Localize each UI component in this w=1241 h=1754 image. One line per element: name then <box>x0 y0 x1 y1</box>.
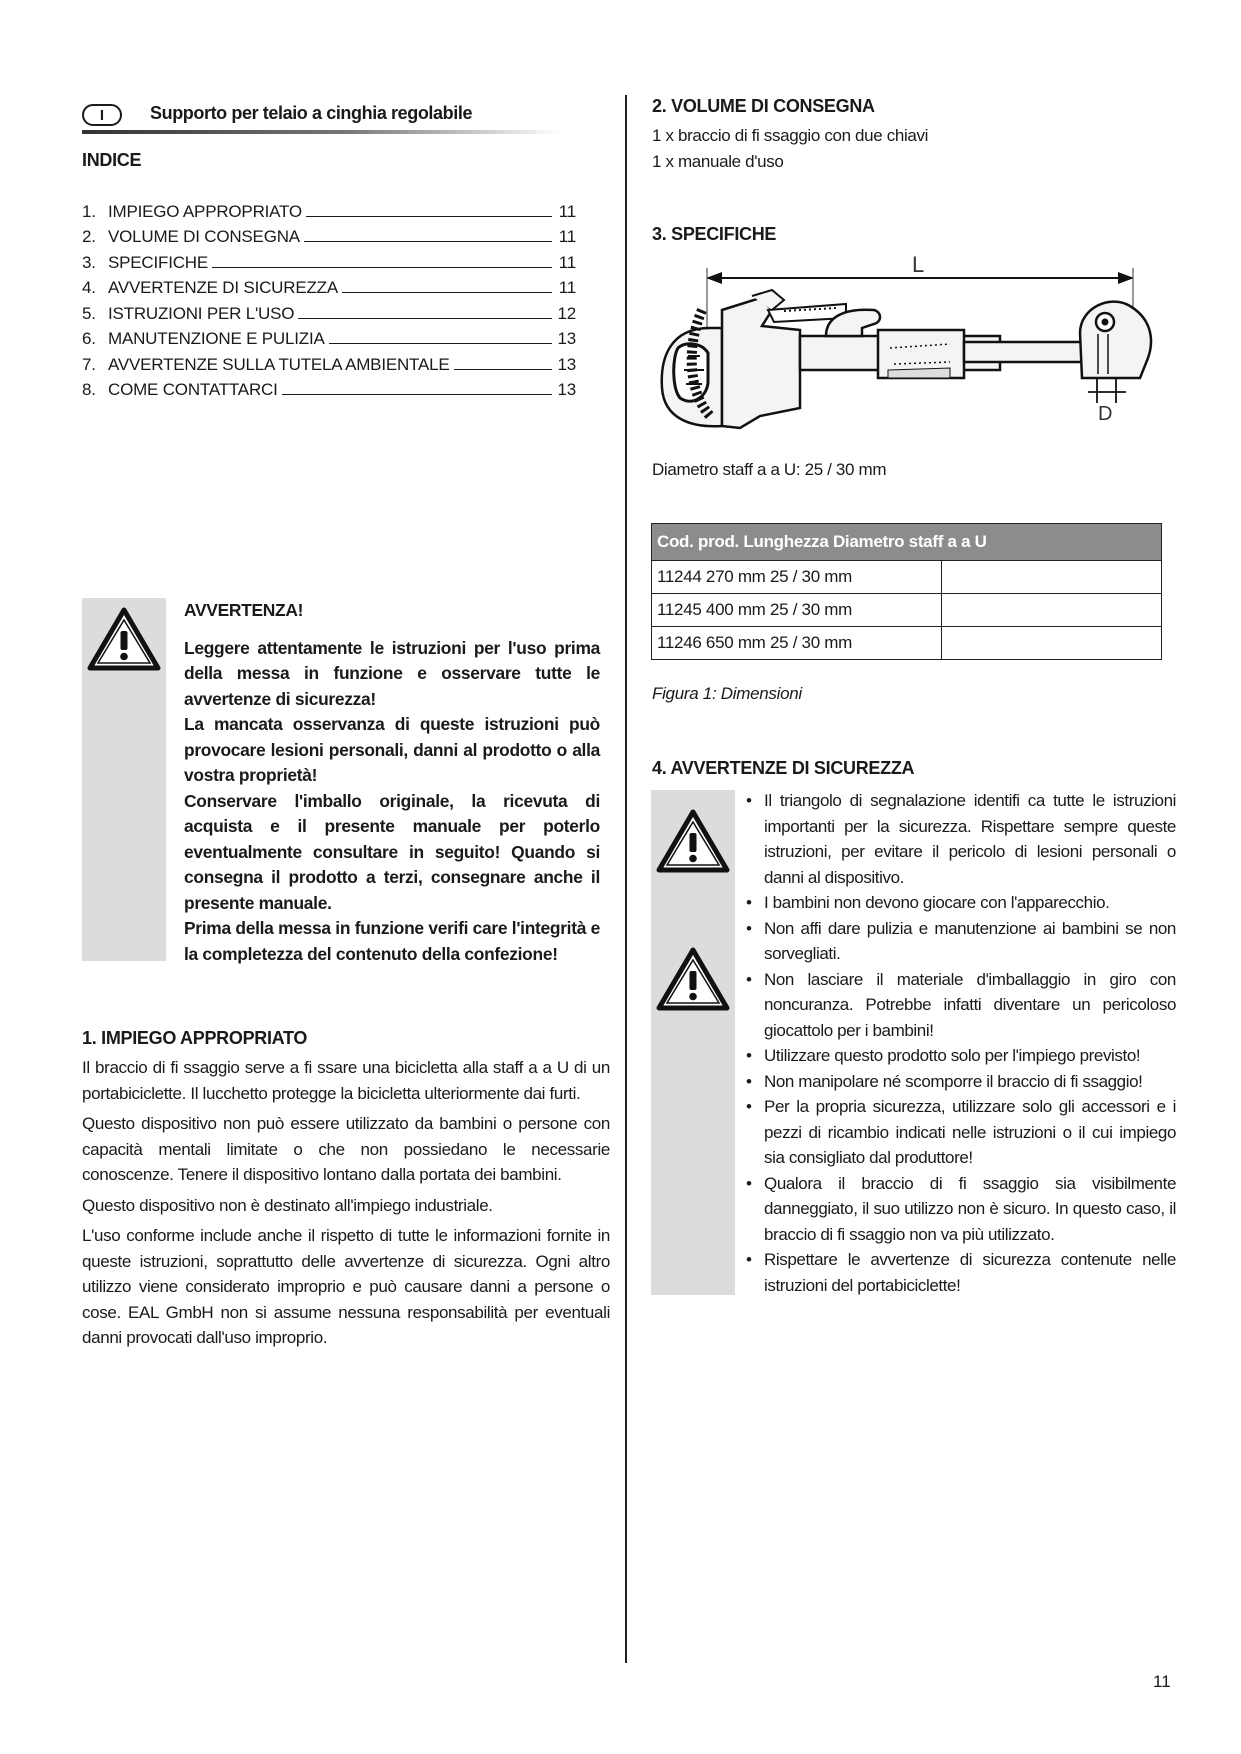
warning-triangle-icon <box>651 800 735 884</box>
safety-item: • Utilizzare questo prodotto solo per l'impiego previsto! <box>746 1043 1176 1069</box>
toc-page: 13 <box>557 329 576 348</box>
toc-row[interactable] <box>82 349 576 375</box>
toc-label: COME CONTATTARCI <box>108 380 278 399</box>
warning-paragraph: Leggere attentamente le istruzioni per l'uso prima della messa in funzione e osservare tutte le avvertenze di sicurezza! <box>184 637 600 709</box>
toc-num: 6. <box>82 329 96 348</box>
safety-item: • Non lasciare il materiale d'imballaggio in giro con noncuranza. Potrebbe infatti diventare un pericoloso giocattolo per i bambini! <box>746 967 1176 1044</box>
toc-label: SPECIFICHE <box>108 252 209 272</box>
toc-num: 3. <box>82 252 96 272</box>
table-cell: 11244 270 mm 25 / 30 mm <box>652 561 942 594</box>
toc-num: 4. <box>82 278 96 297</box>
toc-leader <box>212 267 552 268</box>
table-header-row <box>652 524 1162 561</box>
section-2-body <box>652 123 928 174</box>
diameter-note: Diametro staff a a U: 25 / 30 mm <box>652 460 887 479</box>
section-2-heading: 2. VOLUME DI CONSEGNA <box>652 96 875 116</box>
toc-label: MANUTENZIONE E PULIZIA <box>108 329 325 348</box>
section-1-heading: 1. IMPIEGO APPROPRIATO <box>82 1028 308 1048</box>
warning-paragraph: La mancata osservanza di queste istruzioni può provocare lesioni personali, danni al prodotto o alla vostra proprietà! <box>184 714 600 785</box>
figure-caption: Figura 1: Dimensioni <box>652 684 802 703</box>
table-cell-empty <box>942 627 1162 660</box>
language-badge: I <box>82 104 122 126</box>
table-cell-empty <box>942 594 1162 627</box>
section-1-paragraph: Il braccio di fi ssaggio serve a fi ssare una bicicletta alla staff a a U di un portabiciclette. Il lucchetto protegge la bicicletta ulteriormente dai furti. <box>82 1058 610 1103</box>
toc-heading: INDICE <box>82 150 142 170</box>
table-of-contents <box>82 196 576 400</box>
table-row <box>652 561 1162 594</box>
warning-text <box>184 598 600 967</box>
toc-num: 2. <box>82 227 96 246</box>
toc-label: IMPIEGO APPROPRIATO <box>108 201 302 221</box>
section-1-paragraph: Questo dispositivo non è destinato all'impiego industriale. <box>82 1195 493 1215</box>
table-row <box>652 627 1162 660</box>
specs-table <box>651 523 1162 660</box>
toc-page: 11 <box>558 227 576 246</box>
title-underline <box>82 130 562 134</box>
fixing-arm-drawing <box>650 238 1180 468</box>
safety-item: • Rispettare le avvertenze di sicurezza contenute nelle istruzioni del portabiciclette! <box>746 1247 1176 1298</box>
safety-item: • I bambini non devono giocare con l'apparecchio. <box>746 890 1176 916</box>
safety-item: • Non affi dare pulizia e manutenzione ai bambini se non sorvegliati. <box>746 916 1176 967</box>
safety-item: • Il triangolo di segnalazione identifi ca tutte le istruzioni importanti per la sicurezza. Rispettare sempre queste istruzioni, per evitare il pericolo di lesioni personali o danni al dispositivo. <box>746 788 1176 890</box>
section-1-body <box>82 1055 610 1356</box>
toc-row[interactable] <box>82 273 576 299</box>
table-row <box>652 594 1162 627</box>
column-divider <box>625 95 627 1663</box>
page-number: 11 <box>1153 1672 1171 1691</box>
warning-sidebar <box>82 598 166 961</box>
toc-row[interactable] <box>82 298 576 324</box>
safety-sidebar <box>651 790 735 1295</box>
toc-page: 13 <box>557 354 576 374</box>
toc-page: 12 <box>557 303 576 323</box>
warning-triangle-icon <box>651 938 735 1022</box>
table-cell: 11245 400 mm 25 / 30 mm <box>652 594 942 627</box>
toc-num: 8. <box>82 380 96 399</box>
toc-page: 13 <box>557 380 576 399</box>
safety-item: • Qualora il braccio di fi ssaggio sia visibilmente danneggiato, il suo utilizzo non è sicuro. In questo caso, il braccio di fi ssaggio non va più utilizzato. <box>746 1171 1176 1248</box>
toc-num: 7. <box>82 354 96 374</box>
warning-paragraph: Prima della messa in funzione verifi care l'integrità e la completezza del contenuto della confezione! <box>184 918 600 964</box>
section-4-heading: 4. AVVERTENZE DI SICUREZZA <box>652 758 915 778</box>
toc-page: 11 <box>558 201 576 221</box>
warning-paragraph: Conservare l'imballo originale, la ricevuta di acquista e il presente manuale per poterlo eventualmente consultare in seguito! Quando si consegna il prodotto a terzi, consegnare anche il presente manuale. <box>184 790 600 913</box>
toc-leader <box>282 394 552 395</box>
safety-list <box>746 788 1176 1298</box>
dimension-label-diameter: D <box>1098 403 1113 425</box>
toc-label: AVVERTENZE DI SICUREZZA <box>108 278 338 297</box>
table-header-cell: Cod. prod. Lunghezza Diametro staff a a U <box>652 524 1162 561</box>
section-3-heading: 3. SPECIFICHE <box>652 224 777 244</box>
toc-label: AVVERTENZE SULLA TUTELA AMBIENTALE <box>108 354 450 374</box>
safety-item: • Per la propria sicurezza, utilizzare solo gli accessori e i pezzi di ricambio indicati nelle istruzioni o il cui impiego sia consigliato dal produttore! <box>746 1094 1176 1171</box>
toc-row[interactable] <box>82 247 576 273</box>
toc-page: 11 <box>558 252 576 272</box>
toc-row[interactable] <box>82 196 576 222</box>
toc-leader <box>454 369 552 370</box>
toc-leader <box>298 318 552 319</box>
toc-leader <box>306 216 552 217</box>
toc-leader <box>304 241 552 242</box>
safety-item: • Non manipolare né scomporre il braccio di fi ssaggio! <box>746 1069 1176 1095</box>
toc-label: VOLUME DI CONSEGNA <box>108 227 300 246</box>
document-title: Supporto per telaio a cinghia regolabile <box>150 103 473 123</box>
toc-leader <box>329 343 552 344</box>
table-cell: 11246 650 mm 25 / 30 mm <box>652 627 942 660</box>
toc-leader <box>342 292 552 293</box>
toc-row[interactable] <box>82 222 576 248</box>
dimension-label-length: L <box>912 252 925 277</box>
warning-triangle-icon <box>82 598 166 682</box>
section-1-paragraph: L'uso conforme include anche il rispetto di tutte le informazioni fornite in queste istruzioni, soprattutto delle avvertenze di sicurezza. Ogni altro utilizzo viene considerato improprio e può causare danni a persone o cose. EAL GmbH non si assume nessuna responsabilità per eventuali danni provocati dall'uso improprio. <box>82 1226 610 1347</box>
delivery-item: 1 x braccio di fi ssaggio con due chiavi <box>652 126 929 145</box>
delivery-item: 1 x manuale d'uso <box>652 151 784 171</box>
toc-num: 1. <box>82 201 96 221</box>
toc-page: 11 <box>558 278 576 297</box>
toc-row[interactable] <box>82 375 576 401</box>
warning-title: AVVERTENZA! <box>184 600 304 620</box>
toc-num: 5. <box>82 303 96 323</box>
toc-row[interactable] <box>82 324 576 350</box>
toc-label: ISTRUZIONI PER L'USO <box>108 303 295 323</box>
table-cell-empty <box>942 561 1162 594</box>
section-1-paragraph: Questo dispositivo non può essere utilizzato da bambini o persone con capacità mentali limitate o che non possiedano le necessarie conoscenze. Tenere il dispositivo lontano dalla portata dei bambini. <box>82 1114 610 1184</box>
